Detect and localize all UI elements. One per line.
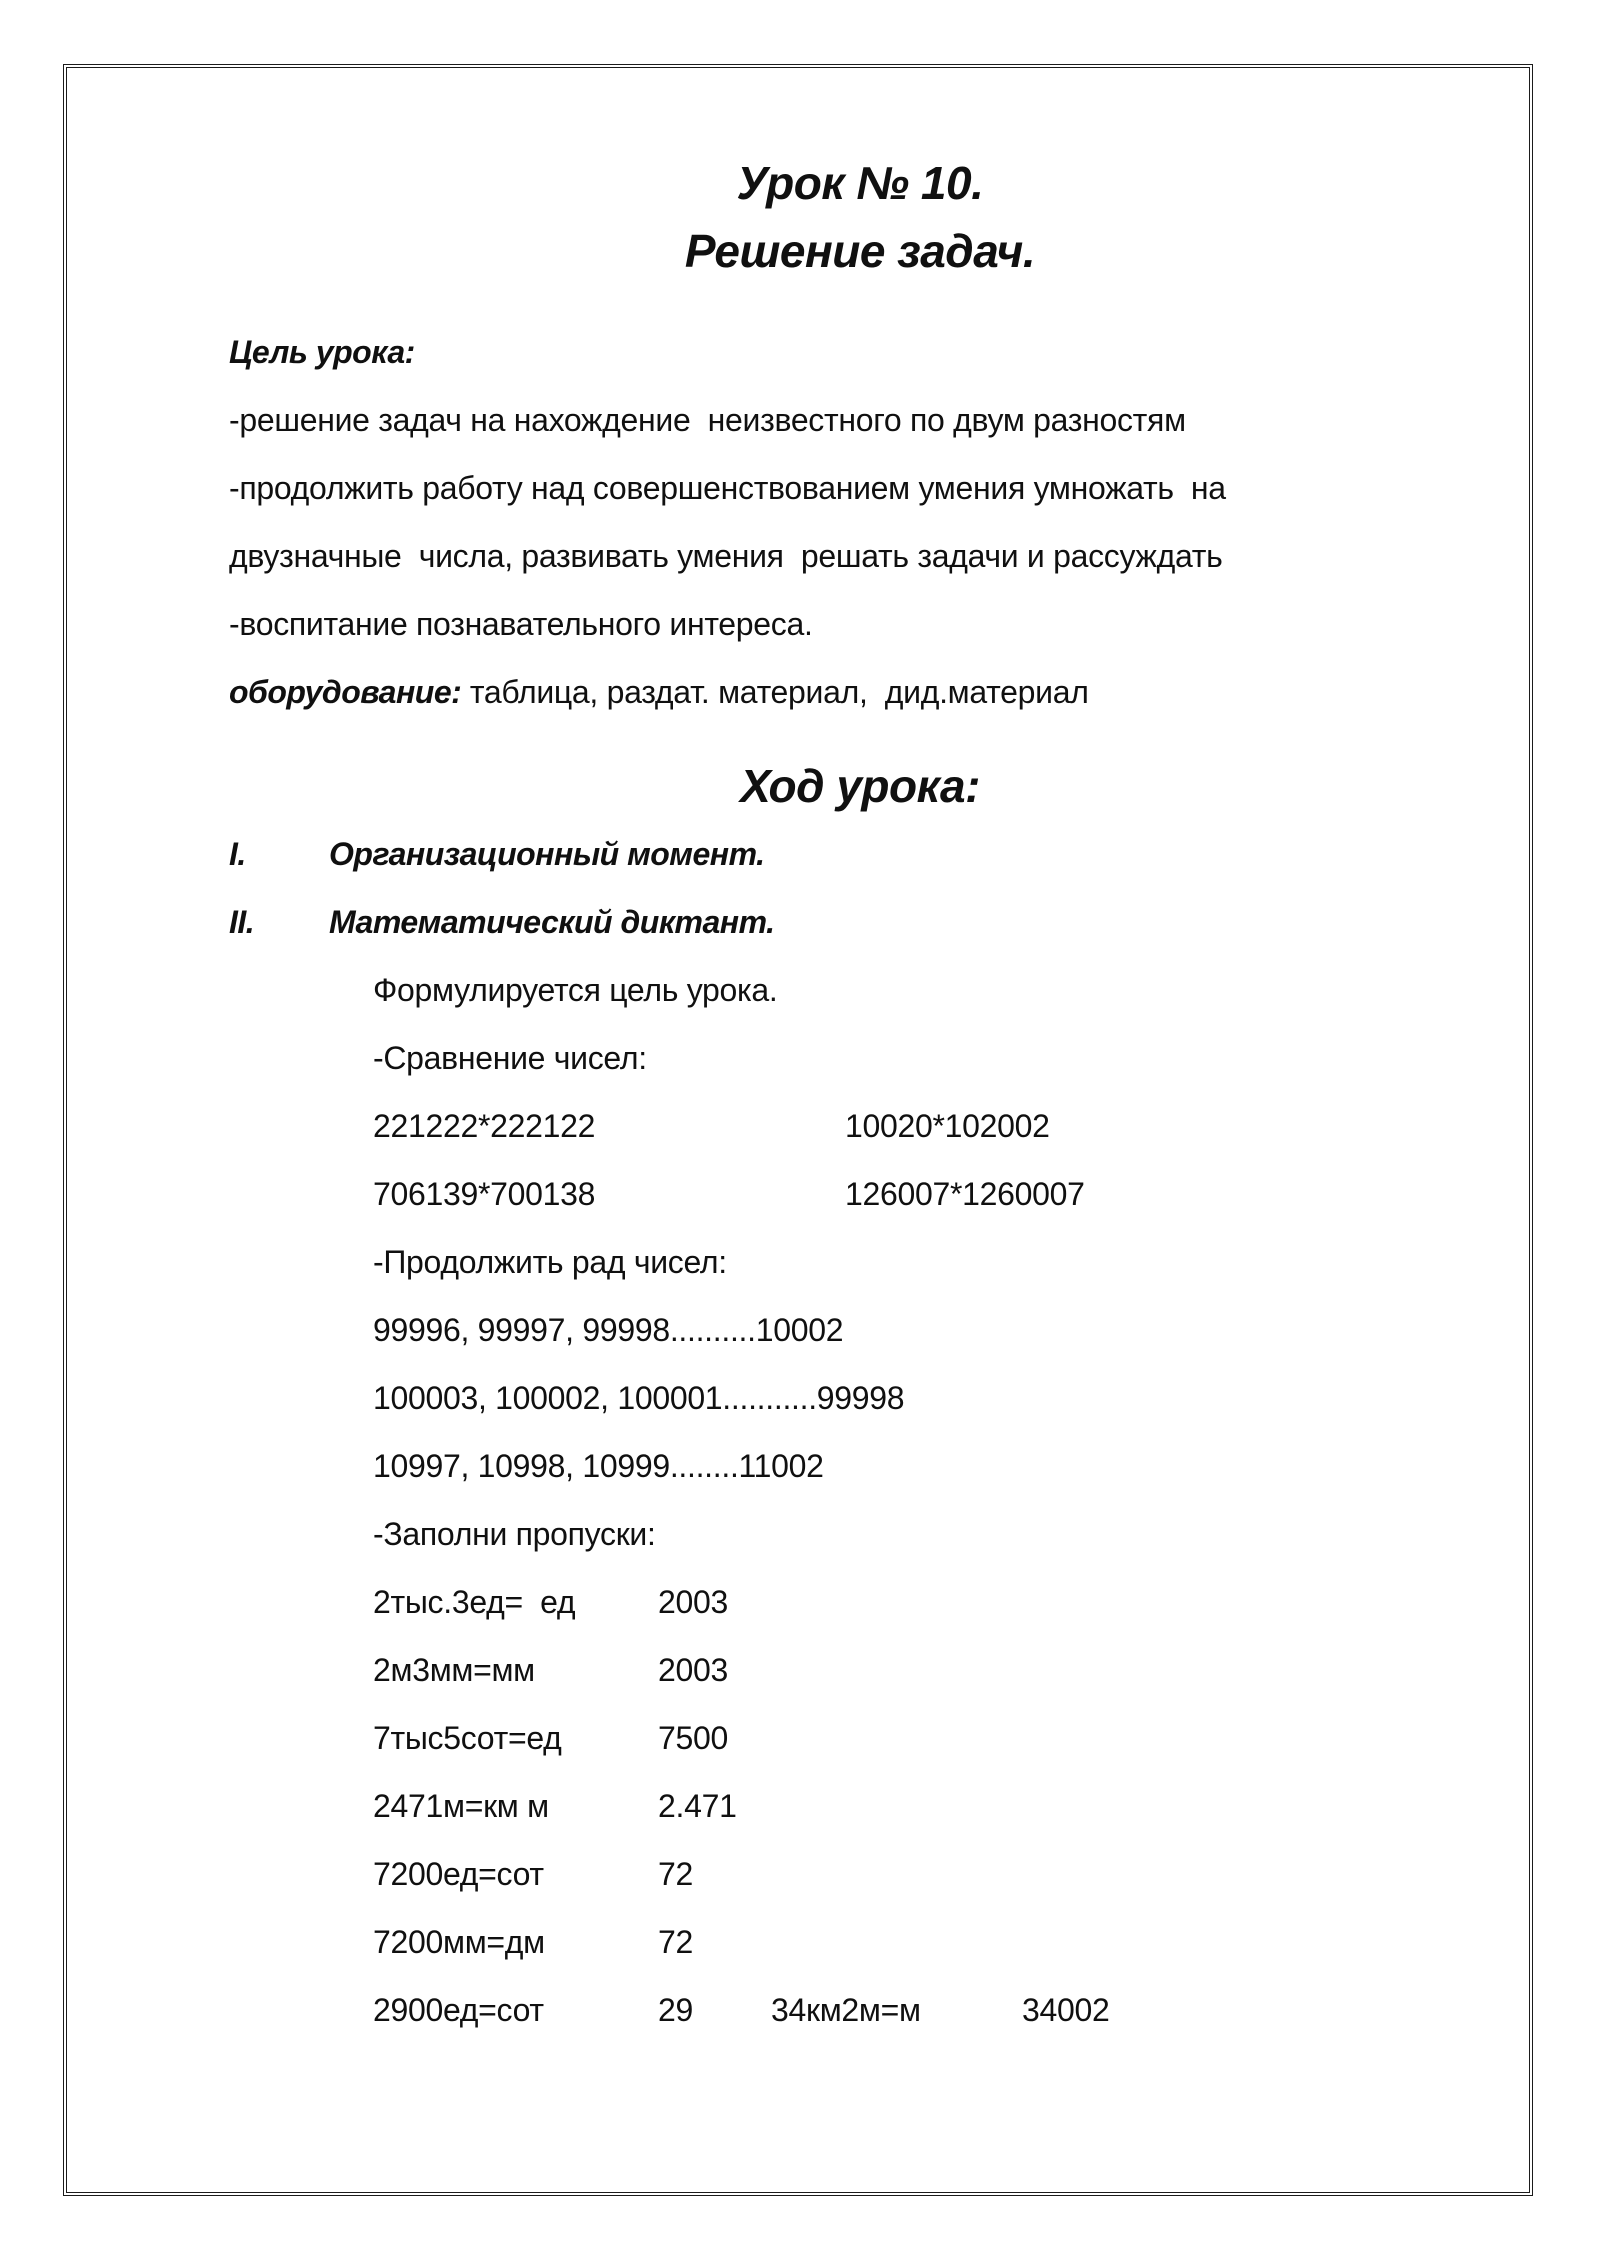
document-content <box>67 68 1529 2044</box>
equipment-label: оборудование: <box>229 674 462 710</box>
course-item-1-number: I. <box>229 836 246 872</box>
fill-row-4-answer: 2.471 <box>658 1788 737 1824</box>
goal-line-4: -воспитание познавательного интереса. <box>229 606 813 642</box>
lesson-title-line-2: Решение задач. <box>684 225 1036 277</box>
fill-row-2-task: 2м3мм=мм <box>373 1652 535 1688</box>
fill-row-7-task: 2900ед=сот <box>373 1992 544 2028</box>
compare-row-2 <box>229 1160 1491 1228</box>
course-item-1-label: Организационный момент. <box>329 836 765 872</box>
fill-row-5-answer: 72 <box>658 1856 693 1892</box>
fill-row-5 <box>229 1840 1491 1908</box>
fill-row-7 <box>229 1976 1491 2044</box>
compare-heading: -Сравнение чисел: <box>373 1040 647 1076</box>
course-item-1 <box>229 820 1491 888</box>
fill-row-2-answer: 2003 <box>658 1652 728 1688</box>
fill-row-1 <box>229 1568 1491 1636</box>
course-item-2 <box>229 888 1491 956</box>
fill-row-3 <box>229 1704 1491 1772</box>
goal-line-3: двузначные числа, развивать умения решать задачи и рассуждать <box>229 538 1223 574</box>
series-line-1: 99996, 99997, 99998..........10002 <box>373 1312 844 1348</box>
compare-row-1-left: 221222*222122 <box>373 1108 596 1144</box>
compare-row-1-right: 10020*102002 <box>845 1108 1050 1144</box>
course-heading: Ход урока: <box>740 760 980 812</box>
goal-line-1: -решение задач на нахождение неизвестного по двум разностям <box>229 402 1186 438</box>
page-frame <box>63 64 1533 2196</box>
fill-row-7-answer: 29 <box>658 1992 693 2028</box>
fill-row-6 <box>229 1908 1491 1976</box>
fill-row-6-answer: 72 <box>658 1924 693 1960</box>
compare-row-2-right: 126007*1260007 <box>845 1176 1085 1212</box>
fill-heading: -Заполни пропуски: <box>373 1516 656 1552</box>
course-item-2-number: II. <box>229 904 255 940</box>
fill-row-3-task: 7тыс5сот=ед <box>373 1720 562 1756</box>
goal-line-2: -продолжить работу над совершенствованием умения умножать на <box>229 470 1226 506</box>
equipment-line <box>229 658 1491 726</box>
series-line-3: 10997, 10998, 10999........11002 <box>373 1448 824 1484</box>
course-item-2-label: Математический диктант. <box>329 904 775 940</box>
goals-heading-text: Цель урока: <box>229 334 415 370</box>
fill-row-4 <box>229 1772 1491 1840</box>
fill-row-1-answer: 2003 <box>658 1584 728 1620</box>
fill-row-2 <box>229 1636 1491 1704</box>
fill-row-3-answer: 7500 <box>658 1720 728 1756</box>
fill-row-5-task: 7200ед=сот <box>373 1856 544 1892</box>
fill-row-1-task: 2тыс.3ед= ед <box>373 1584 576 1620</box>
fill-row-6-task: 7200мм=дм <box>373 1924 545 1960</box>
equipment-text: таблица, раздат. материал, дид.материал <box>461 674 1089 710</box>
compare-row-2-left: 706139*700138 <box>373 1176 596 1212</box>
fill-row-7-answer-2: 34002 <box>1022 1992 1110 2028</box>
dictation-intro: Формулируется цель урока. <box>373 972 778 1008</box>
fill-row-4-task: 2471м=км м <box>373 1788 549 1824</box>
series-line-2: 100003, 100002, 100001...........99998 <box>373 1380 905 1416</box>
series-heading: -Продолжить рад чисел: <box>373 1244 727 1280</box>
lesson-title-line-1: Урок № 10. <box>736 157 984 209</box>
fill-row-7-task-2: 34км2м=м <box>771 1992 921 2028</box>
compare-row-1 <box>229 1092 1491 1160</box>
goals-heading <box>229 318 1491 386</box>
